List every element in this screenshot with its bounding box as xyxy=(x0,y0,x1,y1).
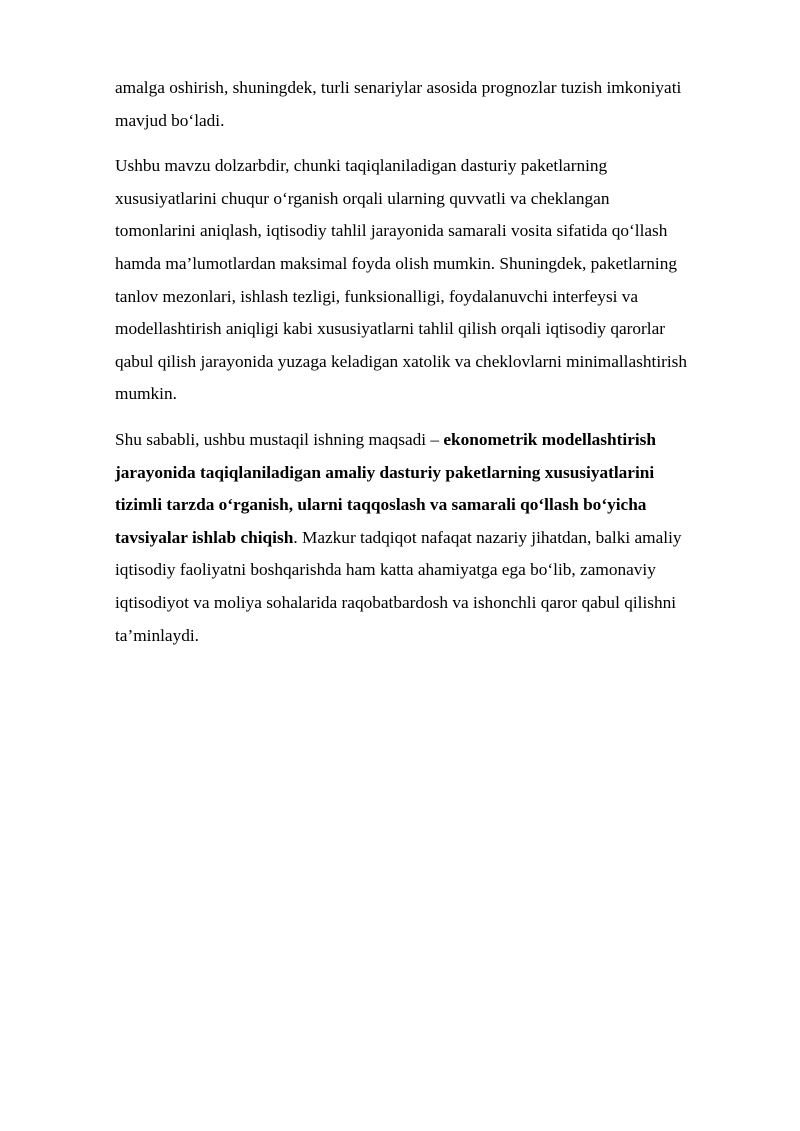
text-line: mumkin. xyxy=(115,384,177,404)
text-line: modellashtirish aniqligi kabi xususiyatlarni tahlil qilish orqali iqtisodiy qarorlar xyxy=(115,319,666,339)
text-line: hamda ma’lumotlardan maksimal foyda olish mumkin. Shuningdek, paketlarning xyxy=(115,253,678,273)
document-body xyxy=(115,72,743,665)
text-run: Shu sababli, ushbu mustaqil ishning maqsadi – xyxy=(115,429,444,449)
text-line xyxy=(115,457,743,490)
bold-text-run: tizimli tarzda o‘rganish, ularni taqqoslash va samarali qo‘llash bo‘yicha xyxy=(115,495,647,515)
text-line: iqtisodiyot va moliya sohalarida raqobatbardosh va ishonchli qaror qabul qilishni xyxy=(115,592,677,612)
paragraph-1 xyxy=(115,72,743,137)
text-line xyxy=(115,489,743,522)
text-line: tomonlarini aniqlash, iqtisodiy tahlil jarayonida samarali vosita sifatida qo‘llash xyxy=(115,221,668,241)
text-line: Ushbu mavzu dolzarbdir, chunki taqiqlaniladigan dasturiy paketlarning xyxy=(115,156,608,176)
bold-text-run: jarayonida taqiqlaniladigan amaliy dasturiy paketlarning xususiyatlarini xyxy=(115,462,655,482)
text-line: mavjud bo‘ladi. xyxy=(115,110,225,130)
text-line: ta’minlaydi. xyxy=(115,625,199,645)
bold-text-run: ekonometrik modellashtirish xyxy=(443,429,657,449)
text-run: . Mazkur tadqiqot nafaqat nazariy jihatdan, balki amaliy xyxy=(293,527,682,547)
bold-text-run: tavsiyalar ishlab chiqish xyxy=(115,527,294,547)
text-line: qabul qilish jarayonida yuzaga keladigan xatolik va cheklovlarni minimallashtirish xyxy=(115,351,688,371)
text-line: tanlov mezonlari, ishlash tezligi, funksionalligi, foydalanuvchi interfeysi va xyxy=(115,286,639,306)
paragraph-3 xyxy=(115,424,743,652)
text-line: xususiyatlarini chuqur o‘rganish orqali ularning quvvatli va cheklangan xyxy=(115,188,610,208)
text-line xyxy=(115,522,743,555)
text-line: iqtisodiy faoliyatni boshqarishda ham katta ahamiyatga ega bo‘lib, zamonaviy xyxy=(115,560,656,580)
text-line: amalga oshirish, shuningdek, turli senariylar asosida prognozlar tuzish imkoniyati xyxy=(115,78,682,97)
text-line xyxy=(115,424,743,457)
paragraph-2 xyxy=(115,150,743,411)
